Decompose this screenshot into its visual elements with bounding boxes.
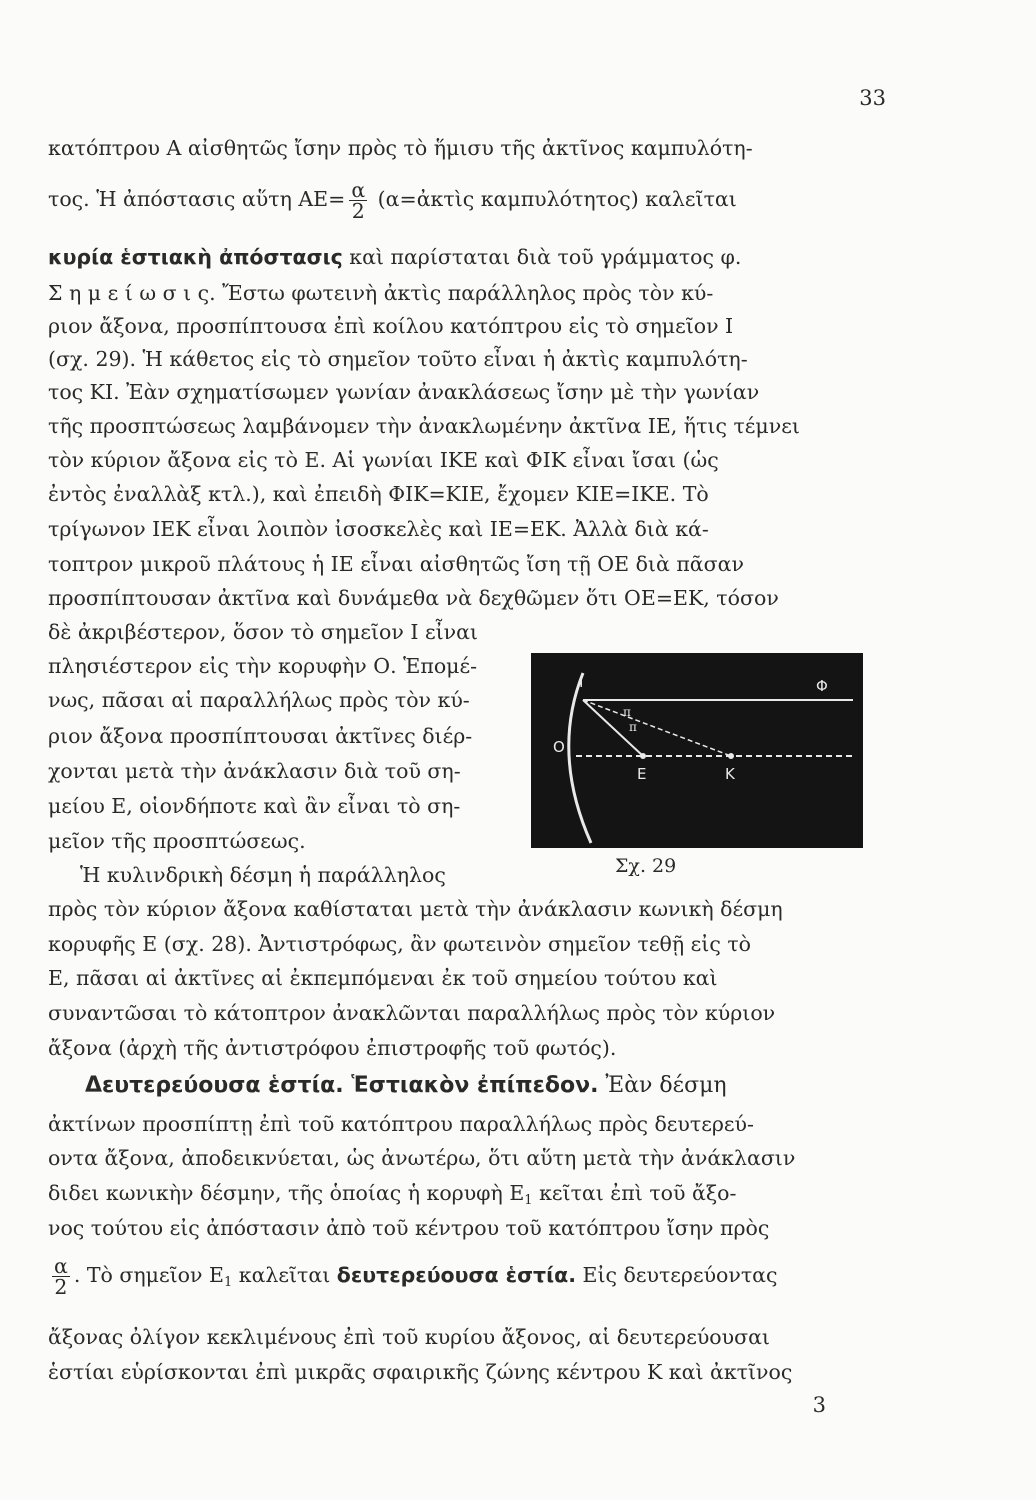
text-segment: τος. Ἡ ἀπόστασις αὕτη ΑΕ=	[48, 187, 346, 211]
bold-term: δευτερεύουσα ἑστία.	[336, 1263, 576, 1287]
section-heading: Δευτερεύουσα ἑστία. Ἑστιακὸν ἐπίπεδον.	[85, 1073, 599, 1098]
text-segment: διδει κωνικὴν δέσμην, τῆς ὁποίας ἡ κορυφὴ Ε	[48, 1181, 525, 1205]
text-line: μείου Ε, οἱονδήποτε καὶ ἂν εἶναι τὸ ση-	[48, 794, 461, 818]
concave-mirror-diagram	[531, 653, 863, 848]
text-line	[48, 180, 737, 221]
label-phi: Φ	[816, 677, 828, 695]
label-o: O	[553, 738, 565, 756]
text-line: ἑστίαι εὑρίσκονται ἐπὶ μικρᾶς σφαιρικῆς ζώνης κέντρου Κ καὶ ἀκτῖνος	[48, 1360, 793, 1384]
text-line: τος ΚΙ. Ἐὰν σχηματίσωμεν γωνίαν ἀνακλάσεως ἴσην μὲ τὴν γωνίαν	[48, 380, 760, 404]
text-line	[85, 1072, 727, 1100]
text-line	[48, 1256, 778, 1297]
text-line	[48, 1179, 736, 1215]
point-e	[640, 753, 646, 759]
fraction	[52, 1256, 70, 1297]
text-line: ἐντὸς ἐναλλὰξ κτλ.), καὶ ἐπειδὴ ΦΙΚ=ΚΙΕ, ἔχομεν ΚΙΕ=ΙΚΕ. Τὸ	[48, 482, 709, 506]
fraction-numerator: α	[351, 178, 366, 202]
text-line: πρὸς τὸν κύριον ἄξονα καθίσταται μετὰ τὴν ἀνάκλασιν κωνικὴ δέσμη	[48, 897, 783, 921]
text-line: ἄξονας ὀλίγον κεκλιμένους ἐπὶ τοῦ κυρίου ἄξονος, αἱ δευτερεύουσαι	[48, 1325, 770, 1349]
bold-term: κυρία ἑστιακὴ ἀπόστασις	[48, 245, 343, 269]
text-line: τὸν κύριον ἄξονα εἰς τὸ Ε. Αἱ γωνίαι ΙΚΕ καὶ ΦΙΚ εἶναι ἴσαι (ὡς	[48, 448, 719, 472]
text-line: ριον ἄξονα, προσπίπτουσα ἐπὶ κοίλου κατόπτρου εἰς τὸ σημεῖον Ι	[48, 314, 734, 338]
text-segment: (α=ἀκτὶς καμπυλότητος) καλεῖται	[371, 187, 737, 211]
text-line: συναντῶσαι τὸ κάτοπτρον ἀνακλῶνται παραλλήλως πρὸς τὸν κύριον	[48, 1001, 776, 1025]
text-line: Ε, πᾶσαι αἱ ἀκτῖνες αἱ ἐκπεμπόμεναι ἐκ τοῦ σημείου τούτου καὶ	[48, 966, 718, 990]
text-line: μεῖον τῆς προσπτώσεως.	[48, 829, 306, 853]
fraction-denominator: 2	[54, 1275, 68, 1299]
label-angle-pi-2: π	[629, 720, 637, 734]
text-line: ριον ἄξονα προσπίπτουσαι ἀκτῖνες διέρ-	[48, 724, 473, 748]
text-line: (σχ. 29). Ἡ κάθετος εἰς τὸ σημεῖον τοῦτο εἶναι ἡ ἀκτὶς καμπυλότη-	[48, 347, 748, 371]
text-line: ἄξονα (ἀρχὴ τῆς ἀντιστρόφου ἐπιστροφῆς τοῦ φωτός).	[48, 1036, 617, 1060]
mirror-arc	[569, 673, 591, 843]
normal-line	[583, 700, 731, 756]
text-line: Ἡ κυλινδρικὴ δέσμη ἡ παράλληλος	[80, 863, 446, 887]
text-segment: κεῖται ἐπὶ τοῦ ἄξο-	[532, 1181, 737, 1205]
text-line: ἀκτίνων προσπίπτῃ ἐπὶ τοῦ κατόπτρου παραλλήλως πρὸς δευτερεύ-	[48, 1112, 754, 1136]
label-angle-pi-1: π	[623, 705, 631, 719]
subscript: 1	[524, 1193, 533, 1208]
label-i: I	[579, 673, 584, 691]
text-line: νος τούτου εἰς ἀπόστασιν ἀπὸ τοῦ κέντρου τοῦ κατόπτρου ἴσην πρὸς	[48, 1216, 770, 1240]
label-k: K	[725, 765, 735, 783]
text-segment: καὶ παρίσταται διὰ τοῦ γράμματος φ.	[342, 245, 742, 269]
page-number: 33	[859, 86, 886, 110]
text-segment: Ἐὰν δέσμη	[598, 1073, 727, 1098]
text-line: κατόπτρου Α αἰσθητῶς ἴσην πρὸς τὸ ἥμισυ τῆς ἀκτῖνος καμπυλότη-	[48, 136, 753, 160]
fraction-numerator: α	[54, 1254, 68, 1278]
fraction-denominator: 2	[351, 199, 365, 223]
text-line: προσπίπτουσαν ἀκτῖνα καὶ δυνάμεθα νὰ δεχθῶμεν ὅτι ΟΕ=ΕΚ, τόσον	[48, 586, 779, 610]
text-line: κορυφῆς Ε (σχ. 28). Ἀντιστρόφως, ἂν φωτεινὸν σημεῖον τεθῇ εἰς τὸ	[48, 932, 751, 956]
text-segment: καλεῖται	[232, 1263, 337, 1287]
text-line: δὲ ἀκριβέστερον, ὅσον τὸ σημεῖον Ι εἶναι	[48, 620, 478, 644]
text-line: Σ η μ ε ί ω σ ι ς. Ἔστω φωτεινὴ ἀκτὶς παράλληλος πρὸς τὸν κύ-	[48, 281, 714, 305]
text-line: τρίγωνον ΙΕΚ εἶναι λοιπὸν ἰσοσκελὲς καὶ ΙΕ=ΕΚ. Ἀλλὰ διὰ κά-	[48, 517, 709, 541]
text-line: πλησιέστερον εἰς τὴν κορυφὴν Ο. Ἑπομέ-	[48, 654, 478, 678]
figure-29-panel	[531, 653, 863, 848]
label-e: E	[637, 765, 647, 783]
footer-signature: 3	[812, 1393, 826, 1417]
text-line: οντα ἄξονα, ἀποδεικνύεται, ὡς ἀνωτέρω, ὅτι αὕτη μετὰ τὴν ἀνάκλασιν	[48, 1146, 796, 1170]
point-k	[728, 753, 734, 759]
text-line: χονται μετὰ τὴν ἀνάκλασιν διὰ τοῦ ση-	[48, 759, 461, 783]
text-line: τοπτρον μικροῦ πλάτους ἡ ΙΕ εἶναι αἰσθητῶς ἴση τῇ ΟΕ διὰ πᾶσαν	[48, 552, 744, 576]
text-line: νως, πᾶσαι αἱ παραλλήλως πρὸς τὸν κύ-	[48, 688, 470, 712]
text-line: τῆς προσπτώσεως λαμβάνομεν τὴν ἀνακλωμένην ἀκτῖνα ΙΕ, ἥτις τέμνει	[48, 414, 800, 438]
subscript: 1	[223, 1275, 233, 1290]
text-segment: Εἰς δευτερεύοντας	[576, 1263, 778, 1287]
text-segment: . Τὸ σημεῖον Ε	[73, 1263, 224, 1287]
fraction	[349, 180, 367, 221]
text-line	[48, 243, 741, 271]
figure-caption: Σχ. 29	[615, 855, 677, 877]
